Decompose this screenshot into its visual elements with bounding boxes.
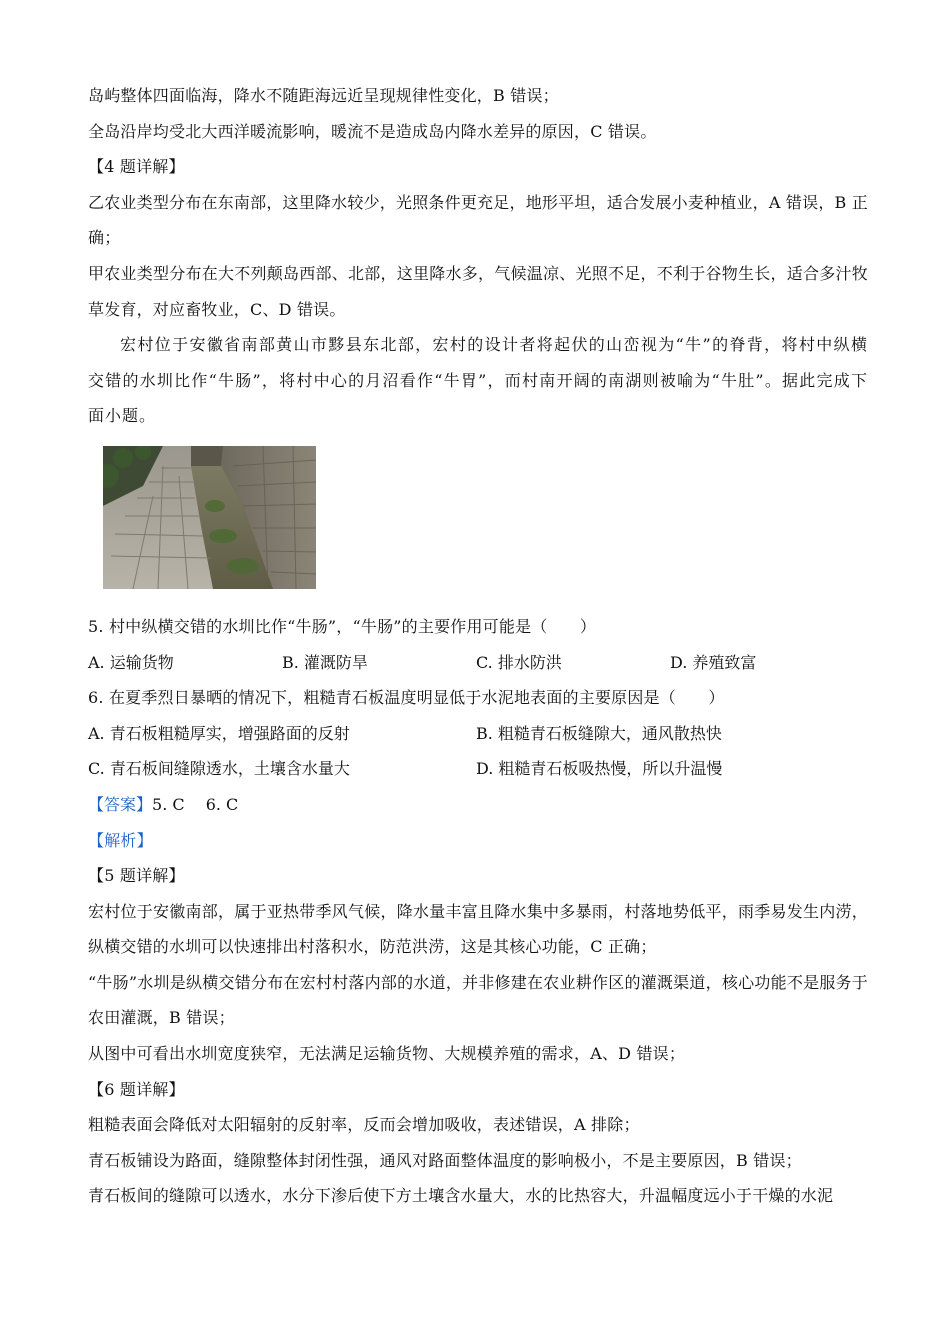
analysis-tag: 【解析】: [88, 830, 153, 850]
paragraph: 从图中可看出水圳宽度狭窄，无法满足运输货物、大规模养殖的需求，A、D 错误；: [88, 1044, 686, 1064]
reading-passage: 宏村位于安徽省南部黄山市黟县东北部，宏村的设计者将起伏的山峦视为“牛”的脊背，将村中纵横交错的水圳比作“牛肠”，将村中心的月沼看作“牛胃”，而村南开阔的南湖则被喻为“牛肚”。据此完成下面小题。: [88, 335, 868, 426]
text-line: 岛屿整体四面临海，降水不随距海远近呈现规律性变化，B 错误；: [88, 86, 559, 105]
paragraph: 乙农业类型分布在东南部，这里降水较少，光照条件更充足，地形平坦，适合发展小麦种植业，A 错误，B 正确；: [88, 192, 868, 248]
document-page: [88, 78, 868, 1214]
section-title-q5: 【5 题详解】: [88, 866, 185, 886]
paragraph: 宏村位于安徽南部，属于亚热带季风气候，降水量丰富且降水集中多暴雨，村落地势低平，雨季易发生内涝，纵横交错的水圳可以快速排出村落积水，防范洪涝，这是其核心功能，C 正确；: [88, 901, 868, 957]
paragraph: 青石板间的缝隙可以透水，水分下渗后使下方土壤含水量大，水的比热容大，升温幅度远小于干燥的水泥: [88, 1186, 834, 1206]
option-c[interactable]: C. 排水防洪: [476, 652, 562, 672]
question-6-options-row-2: [88, 751, 868, 787]
option-d[interactable]: D. 养殖致富: [670, 652, 757, 672]
section-title-q6: 【6 题详解】: [88, 1079, 185, 1099]
answer-text: 5. C 6. C: [152, 794, 239, 814]
option-b[interactable]: B. 粗糙青石板缝隙大，通风散热快: [476, 723, 722, 743]
question-5-options: [88, 645, 868, 681]
paragraph: 粗糙表面会降低对太阳辐射的反射率，反而会增加吸收，表述错误，A 排除；: [88, 1115, 640, 1135]
question-6-options-row-1: [88, 716, 868, 752]
option-d[interactable]: D. 粗糙青石板吸热慢，所以升温慢: [476, 759, 723, 779]
question-5-stem: 5. 村中纵横交错的水圳比作“牛肠”，“牛肠”的主要作用可能是（ ）: [88, 616, 597, 636]
option-c[interactable]: C. 青石板间缝隙透水，土壤含水量大: [88, 759, 350, 779]
section-title-q4: 【4 题详解】: [88, 157, 185, 177]
option-b[interactable]: B. 灌溉防旱: [282, 652, 368, 672]
answer-line: [88, 787, 868, 823]
paragraph: 青石板铺设为路面，缝隙整体封闭性强，通风对路面整体温度的影响极小，不是主要原因，B 错误；: [88, 1150, 802, 1170]
option-a[interactable]: A. 青石板粗糙厚实，增强路面的反射: [88, 723, 350, 743]
text-line: 全岛沿岸均受北大西洋暖流影响，暖流不是造成岛内降水差异的原因，C 错误。: [88, 121, 657, 141]
paragraph: “牛肠”水圳是纵横交错分布在宏村村落内部的水道，并非修建在农业耕作区的灌溉渠道，核心功能不是服务于农田灌溉，B 错误；: [88, 972, 868, 1028]
paragraph: 甲农业类型分布在大不列颠岛西部、北部，这里降水多，气候温凉、光照不足，不利于谷物生长，适合多汁牧草发育，对应畜牧业，C、D 错误。: [88, 263, 868, 319]
stone-path-water-channel-photo: [103, 446, 316, 589]
question-6-stem: 6. 在夏季烈日暴晒的情况下，粗糙青石板温度明显低于水泥地表面的主要原因是（ ）: [88, 688, 725, 708]
answer-tag: 【答案】: [88, 794, 153, 814]
option-a[interactable]: A. 运输货物: [88, 652, 174, 672]
